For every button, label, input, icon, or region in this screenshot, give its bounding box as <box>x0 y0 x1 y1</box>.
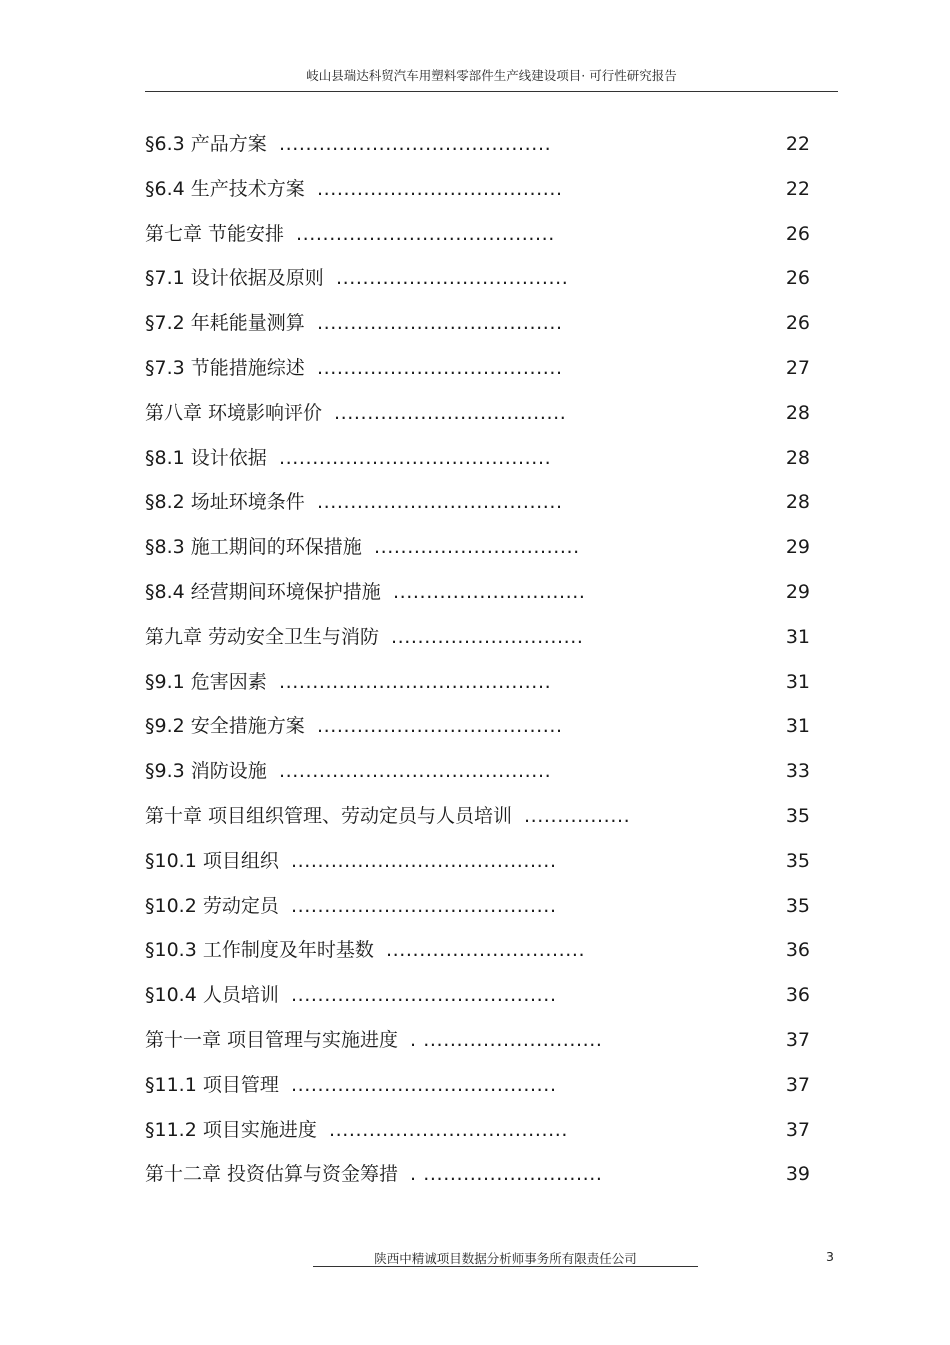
toc-dot-leader: ............................... <box>374 536 580 559</box>
toc-page-number: 28 <box>785 491 810 514</box>
toc-page-number: 22 <box>785 133 810 155</box>
toc-entry[interactable] <box>145 576 810 621</box>
toc-entry-title: §6.4 生产技术方案 <box>145 177 305 200</box>
toc-entry[interactable] <box>145 710 810 755</box>
toc-entry[interactable] <box>145 890 810 935</box>
toc-dot-leader: . ........................... <box>410 1028 603 1051</box>
toc-entry-title: §10.1 项目组织 <box>145 849 279 872</box>
toc-entry-title: §8.3 施工期间的环保措施 <box>145 536 362 559</box>
toc-page-number: 28 <box>785 401 810 424</box>
toc-entry[interactable] <box>145 800 810 845</box>
toc-entry[interactable] <box>145 352 810 397</box>
toc-dot-leader: .............................. <box>386 939 586 962</box>
toc-dot-leader: ..................................... <box>317 312 563 335</box>
toc-page-number: 35 <box>785 804 810 827</box>
toc-dot-leader: .................................... <box>329 1118 569 1141</box>
toc-entry[interactable] <box>145 845 810 890</box>
toc-dot-leader: ....................................... <box>296 222 555 245</box>
toc-dot-leader: ................ <box>524 804 631 827</box>
toc-entry[interactable] <box>145 1069 810 1114</box>
toc-entry-title: §11.1 项目管理 <box>145 1073 279 1096</box>
toc-page-number: 26 <box>785 222 810 245</box>
toc-page-number: 27 <box>785 356 810 379</box>
toc-entry-title: §8.4 经营期间环境保护措施 <box>145 580 381 603</box>
toc-dot-leader: ................................... <box>334 401 567 424</box>
toc-entry[interactable] <box>145 934 810 979</box>
table-of-contents <box>145 128 810 1203</box>
toc-dot-leader: ..................................... <box>317 715 563 738</box>
toc-dot-leader: ..................................... <box>317 356 563 379</box>
toc-page-number: 37 <box>785 1028 810 1051</box>
toc-entry-title: §9.1 危害因素 <box>145 670 267 693</box>
toc-entry-title: §11.2 项目实施进度 <box>145 1118 317 1141</box>
toc-dot-leader: ........................................ <box>291 849 557 872</box>
toc-entry[interactable] <box>145 262 810 307</box>
toc-dot-leader: ..................................... <box>317 177 563 200</box>
toc-dot-leader: ..................................... <box>317 491 563 514</box>
toc-entry-title: §10.3 工作制度及年时基数 <box>145 939 374 962</box>
toc-page-number: 22 <box>785 177 810 200</box>
toc-entry-title: §10.2 劳动定员 <box>145 894 279 917</box>
toc-entry-title: 第八章 环境影响评价 <box>145 401 323 424</box>
toc-page-number: 31 <box>785 625 810 648</box>
toc-page-number: 29 <box>785 580 810 603</box>
toc-page-number: 26 <box>785 312 810 335</box>
toc-dot-leader: ............................. <box>391 625 584 648</box>
header-rule <box>145 91 838 92</box>
toc-page-number: 31 <box>785 715 810 738</box>
toc-page-number: 35 <box>785 894 810 917</box>
toc-page-number: 29 <box>785 536 810 559</box>
toc-entry[interactable] <box>145 218 810 263</box>
toc-entry-title: §7.1 设计依据及原则 <box>145 267 324 290</box>
toc-page-number: 39 <box>785 1163 810 1186</box>
toc-entry[interactable] <box>145 128 810 173</box>
toc-entry[interactable] <box>145 1024 810 1069</box>
toc-entry[interactable] <box>145 486 810 531</box>
toc-entry-title: 第九章 劳动安全卫生与消防 <box>145 625 380 648</box>
page-footer: 陕西中精诚项目数据分析师事务所有限责任公司 <box>374 1251 637 1266</box>
toc-entry[interactable] <box>145 1114 810 1159</box>
toc-entry[interactable] <box>145 531 810 576</box>
toc-page-number: 37 <box>785 1073 810 1096</box>
toc-dot-leader: ........................................ <box>291 984 557 1007</box>
toc-entry[interactable] <box>145 397 810 442</box>
toc-entry[interactable] <box>145 307 810 352</box>
toc-entry[interactable] <box>145 173 810 218</box>
toc-dot-leader: ......................................... <box>279 446 552 469</box>
footer-rule <box>313 1266 698 1267</box>
toc-entry[interactable] <box>145 666 810 711</box>
toc-page-number: 31 <box>785 670 810 693</box>
toc-entry[interactable] <box>145 621 810 666</box>
toc-dot-leader: ........................................ <box>291 894 557 917</box>
toc-entry-title: 第七章 节能安排 <box>145 222 285 245</box>
toc-entry-title: §7.3 节能措施综述 <box>145 356 305 379</box>
toc-entry-title: §9.3 消防设施 <box>145 760 267 783</box>
toc-entry[interactable] <box>145 755 810 800</box>
toc-page-number: 36 <box>785 939 810 962</box>
toc-dot-leader: ......................................... <box>279 133 552 155</box>
toc-dot-leader: ......................................... <box>279 670 552 693</box>
toc-entry[interactable] <box>145 1158 810 1203</box>
page-header: 岐山县瑞达科贸汽车用塑料零部件生产线建设项目· 可行性研究报告 <box>306 68 677 83</box>
toc-dot-leader: ......................................... <box>279 760 552 783</box>
toc-entry-title: §8.1 设计依据 <box>145 446 267 469</box>
page-number: 3 <box>826 1249 834 1264</box>
toc-entry[interactable] <box>145 442 810 487</box>
toc-entry-title: 第十章 项目组织管理、劳动定员与人员培训 <box>145 804 513 827</box>
toc-page-number: 37 <box>785 1118 810 1141</box>
toc-page-number: 36 <box>785 984 810 1007</box>
toc-page-number: 35 <box>785 849 810 872</box>
toc-entry-title: 第十一章 项目管理与实施进度 <box>145 1028 399 1051</box>
toc-entry-title: §8.2 场址环境条件 <box>145 491 305 514</box>
toc-entry-title: §9.2 安全措施方案 <box>145 715 305 738</box>
toc-entry-title: 第十二章 投资估算与资金筹措 <box>145 1163 399 1186</box>
toc-entry-title: §10.4 人员培训 <box>145 984 279 1007</box>
toc-dot-leader: ................................... <box>336 267 569 290</box>
toc-page-number: 28 <box>785 446 810 469</box>
toc-dot-leader: ............................. <box>393 580 586 603</box>
toc-page-number: 33 <box>785 760 810 783</box>
toc-dot-leader: ........................................ <box>291 1073 557 1096</box>
toc-dot-leader: . ........................... <box>410 1163 603 1186</box>
toc-entry[interactable] <box>145 979 810 1024</box>
toc-page-number: 26 <box>785 267 810 290</box>
toc-entry-title: §7.2 年耗能量测算 <box>145 312 305 335</box>
toc-entry-title: §6.3 产品方案 <box>145 133 267 155</box>
